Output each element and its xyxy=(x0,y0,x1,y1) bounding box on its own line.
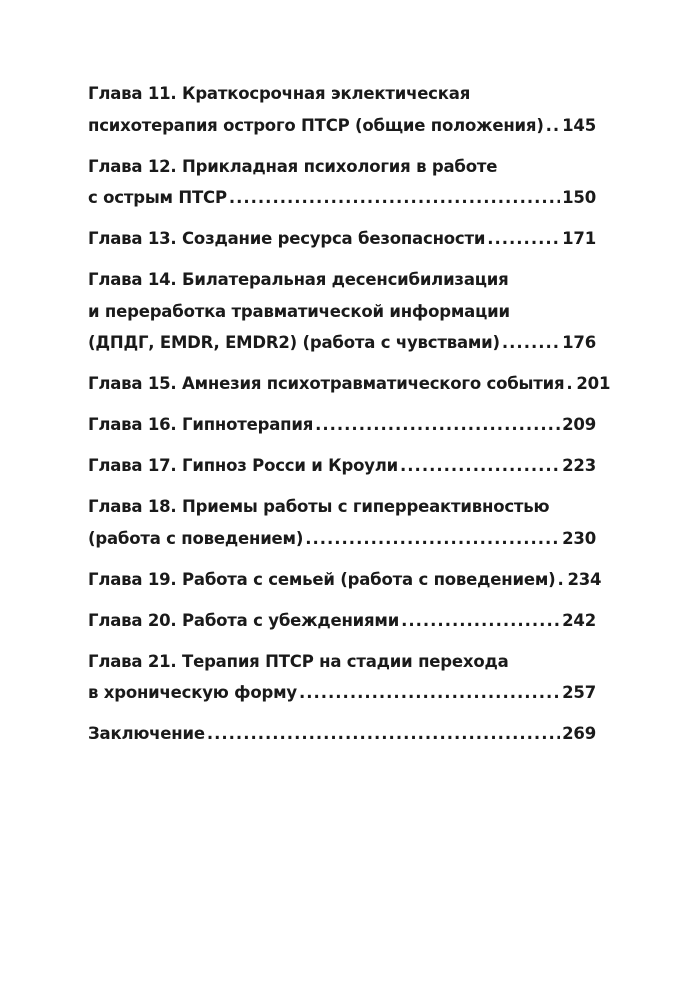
toc-entry-line xyxy=(88,605,596,637)
toc-entry-line xyxy=(88,327,596,359)
toc-entry-conclusion[interactable] xyxy=(88,718,596,750)
dot-leader xyxy=(229,182,560,214)
toc-entry-text: Заключение xyxy=(88,724,205,743)
toc-entry-line xyxy=(88,491,596,523)
toc-entry-line xyxy=(88,182,596,214)
page-number: 242 xyxy=(562,610,596,630)
toc-entry-chapter-21[interactable] xyxy=(88,646,596,709)
dot-leader xyxy=(305,523,560,555)
toc-entry-text: (работа с поведением) xyxy=(88,528,304,548)
toc-entry-text: с острым ПТСР xyxy=(88,188,227,207)
dot-leader xyxy=(207,718,560,750)
toc-entry-line xyxy=(88,646,596,678)
page-number: 150 xyxy=(562,188,596,207)
toc-entry-line xyxy=(88,564,602,596)
page-number: 223 xyxy=(562,456,596,475)
toc-entry-line xyxy=(88,523,596,555)
toc-entry-line xyxy=(88,78,596,110)
dot-leader xyxy=(546,110,561,142)
toc-entry-text: Глава 13. Создание ресурса безопасности xyxy=(88,229,486,248)
toc-entry-chapter-14[interactable] xyxy=(88,264,596,359)
toc-entry-line xyxy=(88,151,596,183)
toc-entry-line xyxy=(88,223,596,255)
page-number: 209 xyxy=(562,415,596,434)
toc-entry-chapter-18[interactable] xyxy=(88,491,596,554)
toc-entry-chapter-11[interactable] xyxy=(88,78,596,141)
toc-entry-chapter-17[interactable] xyxy=(88,450,596,482)
toc-entry-text: Глава 14. Билатеральная десенсибилизация xyxy=(88,270,509,289)
page-number: 269 xyxy=(562,724,596,743)
dot-leader xyxy=(502,327,560,359)
toc-entry-chapter-12[interactable] xyxy=(88,151,596,214)
toc-entry-text: Глава 15. Амнезия психотравматического события xyxy=(88,374,565,393)
dot-leader xyxy=(401,605,560,637)
toc-entry-chapter-15[interactable] xyxy=(88,368,611,400)
dot-leader xyxy=(315,409,560,441)
toc-entry-text: Глава 11. Краткосрочная эклектическая xyxy=(88,84,471,103)
toc-entry-line xyxy=(88,409,596,441)
page-number: 230 xyxy=(562,528,596,548)
page-number: 176 xyxy=(562,333,596,352)
dot-leader xyxy=(299,677,560,709)
toc-entry-text: Глава 17. Гипноз Росси и Кроули xyxy=(88,456,399,475)
toc-entry-text: Глава 16. Гипнотерапия xyxy=(88,415,314,434)
page-number: 145 xyxy=(562,115,596,135)
toc-entry-text: Глава 20. Работа с убеждениями xyxy=(88,610,400,630)
toc-entry-text: Глава 18. Приемы работы с гиперреактивностью xyxy=(88,497,550,516)
toc-entry-line xyxy=(88,264,596,296)
toc-entry-text: в хроническую форму xyxy=(88,683,297,702)
toc-entry-chapter-20[interactable] xyxy=(88,605,596,637)
toc-entry-text: Глава 19. Работа с семьей (работа с поведением) xyxy=(88,569,556,589)
page-number: 257 xyxy=(562,683,596,702)
page-number: 234 xyxy=(567,569,602,589)
dot-leader xyxy=(566,368,574,400)
toc-entry-line xyxy=(88,450,596,482)
dot-leader xyxy=(400,450,560,482)
toc-entry-text: (ДПДГ, EMDR, EMDR2) (работа с чувствами) xyxy=(88,333,500,352)
toc-entry-line xyxy=(88,677,596,709)
toc-entry-text: психотерапия острого ПТСР (общие положения) xyxy=(88,115,544,135)
toc-entry-line xyxy=(88,368,611,400)
toc-entry-text: Глава 21. Терапия ПТСР на стадии перехода xyxy=(88,651,509,671)
table-of-contents xyxy=(88,78,611,759)
page-number: 201 xyxy=(576,374,611,393)
toc-entry-line xyxy=(88,718,596,750)
toc-entry-chapter-13[interactable] xyxy=(88,223,596,255)
toc-entry-chapter-16[interactable] xyxy=(88,409,596,441)
toc-entry-text: Глава 12. Прикладная психология в работе xyxy=(88,156,498,176)
toc-entry-chapter-19[interactable] xyxy=(88,564,602,596)
toc-entry-line xyxy=(88,110,596,142)
dot-leader xyxy=(557,564,565,596)
toc-entry-line xyxy=(88,296,596,328)
page-number: 171 xyxy=(562,229,596,248)
dot-leader xyxy=(487,223,560,255)
toc-entry-text: и переработка травматической информации xyxy=(88,301,510,321)
